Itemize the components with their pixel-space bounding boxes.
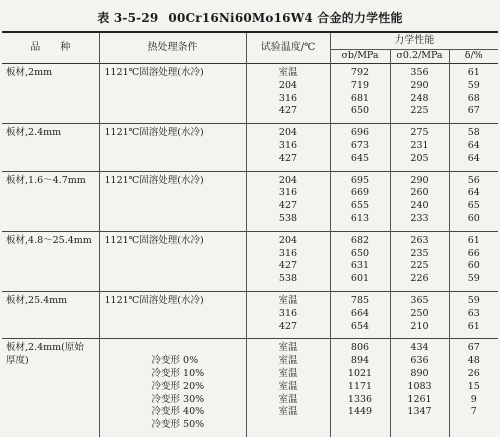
table-caption <box>0 9 500 26</box>
yield-strength-cell: 1347 <box>390 406 449 419</box>
yield-strength-cell <box>390 419 449 437</box>
temperature-cell <box>246 419 330 437</box>
temperature-cell: 室温 <box>246 381 330 394</box>
temperature-cell: 538 <box>246 213 330 231</box>
product-group <box>2 124 498 171</box>
tensile-strength-cell: 664 <box>330 308 390 321</box>
product-group <box>2 291 498 338</box>
temperature-cell: 室温 <box>246 339 330 355</box>
tensile-strength-cell: 696 <box>330 124 390 140</box>
elongation-cell: 61 <box>449 231 498 247</box>
temperature-cell: 427 <box>246 153 330 171</box>
elongation-cell: 65 <box>449 200 498 213</box>
elongation-cell: 59 <box>449 273 498 291</box>
yield-strength-cell: 365 <box>390 291 449 307</box>
yield-strength-cell: 356 <box>390 64 449 80</box>
temperature-cell: 427 <box>246 321 330 339</box>
temperature-cell: 316 <box>246 308 330 321</box>
temperature-cell: 室温 <box>246 406 330 419</box>
elongation-cell: 9 <box>449 394 498 407</box>
tensile-strength-cell: 719 <box>330 80 390 93</box>
temperature-cell: 室温 <box>246 355 330 368</box>
temperature-cell: 204 <box>246 124 330 140</box>
tensile-strength-cell: 785 <box>330 291 390 307</box>
tensile-strength-cell: 631 <box>330 260 390 273</box>
product-cell: 板材,2.4mm(原始 厚度) <box>6 342 84 367</box>
tensile-strength-cell: 669 <box>330 187 390 200</box>
product-cell: 板材,1.6～4.7mm <box>6 174 86 186</box>
header-test-temperature: 试验温度/℃ <box>246 32 330 64</box>
temperature-cell: 室温 <box>246 394 330 407</box>
yield-strength-cell: 225 <box>390 260 449 273</box>
tensile-strength-cell: 654 <box>330 321 390 339</box>
yield-strength-cell: 250 <box>390 308 449 321</box>
yield-strength-cell: 260 <box>390 187 449 200</box>
table-row <box>2 339 498 355</box>
yield-strength-cell: 890 <box>390 368 449 381</box>
elongation-cell: 68 <box>449 93 498 106</box>
tensile-strength-cell: 695 <box>330 171 390 187</box>
elongation-cell: 60 <box>449 260 498 273</box>
temperature-cell: 316 <box>246 248 330 261</box>
yield-strength-cell: 263 <box>390 231 449 247</box>
temperature-cell: 室温 <box>246 368 330 381</box>
condition-cell: 冷变形 30% <box>99 394 246 407</box>
yield-strength-cell: 233 <box>390 213 449 231</box>
tensile-strength-cell: 601 <box>330 273 390 291</box>
header-mechanical-properties: 力学性能 <box>330 32 498 50</box>
yield-strength-cell: 290 <box>390 80 449 93</box>
tensile-strength-cell: 655 <box>330 200 390 213</box>
mechanical-properties-table <box>2 31 498 437</box>
temperature-cell: 427 <box>246 105 330 123</box>
temperature-cell: 204 <box>246 80 330 93</box>
table-row <box>2 171 498 187</box>
tensile-strength-cell: 806 <box>330 339 390 355</box>
yield-strength-cell: 1083 <box>390 381 449 394</box>
elongation-cell: 59 <box>449 291 498 307</box>
elongation-cell: 61 <box>449 64 498 80</box>
product-cell: 板材,25.4mm <box>6 294 68 306</box>
product-group <box>2 339 498 437</box>
product-cell: 板材,2.4mm <box>6 127 62 139</box>
tensile-strength-cell: 681 <box>330 93 390 106</box>
table-row <box>2 291 498 307</box>
temperature-cell: 室温 <box>246 291 330 307</box>
product-group <box>2 231 498 291</box>
heat-treatment-cell: 1121℃固溶处理(水冷) <box>99 291 246 338</box>
header-yield-strength: σ0.2/MPa <box>390 50 449 64</box>
yield-strength-cell: 434 <box>390 339 449 355</box>
yield-strength-cell: 1261 <box>390 394 449 407</box>
product-group <box>2 171 498 231</box>
yield-strength-cell: 240 <box>390 200 449 213</box>
header-tensile-strength: σb/MPa <box>330 50 390 64</box>
elongation-cell: 15 <box>449 381 498 394</box>
elongation-cell: 67 <box>449 105 498 123</box>
elongation-cell: 63 <box>449 308 498 321</box>
temperature-cell: 室温 <box>246 64 330 80</box>
elongation-cell: 64 <box>449 140 498 153</box>
heat-treatment-cell: 1121℃固溶处理(水冷) <box>99 64 246 124</box>
product-cell: 板材,2mm <box>6 67 53 78</box>
elongation-cell: 61 <box>449 321 498 339</box>
product-cell: 板材,4.8～25.4mm <box>6 234 92 246</box>
heat-treatment-cell: 1121℃固溶处理(水冷) <box>99 124 246 171</box>
elongation-cell: 26 <box>449 368 498 381</box>
tensile-strength-cell: 650 <box>330 105 390 123</box>
elongation-cell: 64 <box>449 187 498 200</box>
yield-strength-cell: 225 <box>390 105 449 123</box>
temperature-cell: 316 <box>246 187 330 200</box>
tensile-strength-cell: 894 <box>330 355 390 368</box>
temperature-cell: 427 <box>246 260 330 273</box>
temperature-cell: 538 <box>246 273 330 291</box>
tensile-strength-cell: 1449 <box>330 406 390 419</box>
condition-cell: 冷变形 20% <box>99 381 246 394</box>
temperature-cell: 316 <box>246 140 330 153</box>
tensile-strength-cell: 645 <box>330 153 390 171</box>
elongation-cell: 67 <box>449 339 498 355</box>
table-header <box>2 32 498 64</box>
heat-treatment-cell: 1121℃固溶处理(水冷) <box>99 231 246 291</box>
yield-strength-cell: 205 <box>390 153 449 171</box>
temperature-cell: 204 <box>246 231 330 247</box>
condition-cell: 冷变形 10% <box>99 368 246 381</box>
condition-cell: 冷变形 0% <box>99 355 246 368</box>
elongation-cell: 58 <box>449 124 498 140</box>
condition-cell <box>99 339 246 355</box>
table-number: 表 3-5-29 <box>97 11 159 25</box>
heat-treatment-cell: 1121℃固溶处理(水冷) <box>99 171 246 231</box>
product-group <box>2 64 498 124</box>
elongation-cell: 56 <box>449 171 498 187</box>
elongation-cell: 48 <box>449 355 498 368</box>
tensile-strength-cell: 792 <box>330 64 390 80</box>
elongation-cell: 64 <box>449 153 498 171</box>
elongation-cell: 7 <box>449 406 498 419</box>
yield-strength-cell: 248 <box>390 93 449 106</box>
yield-strength-cell: 226 <box>390 273 449 291</box>
header-product: 品 种 <box>30 41 71 53</box>
table-title: 00Cr16Ni60Mo16W4 合金的力学性能 <box>168 11 403 25</box>
elongation-cell: 59 <box>449 80 498 93</box>
yield-strength-cell: 231 <box>390 140 449 153</box>
tensile-strength-cell: 1021 <box>330 368 390 381</box>
elongation-cell: 66 <box>449 248 498 261</box>
yield-strength-cell: 235 <box>390 248 449 261</box>
tensile-strength-cell: 1336 <box>330 394 390 407</box>
temperature-cell: 204 <box>246 171 330 187</box>
yield-strength-cell: 290 <box>390 171 449 187</box>
elongation-cell: 60 <box>449 213 498 231</box>
tensile-strength-cell: 650 <box>330 248 390 261</box>
condition-cell: 冷变形 50% <box>99 419 246 437</box>
temperature-cell: 316 <box>246 93 330 106</box>
tensile-strength-cell: 1171 <box>330 381 390 394</box>
header-heat-treatment: 热处理条件 <box>99 32 246 64</box>
tensile-strength-cell <box>330 419 390 437</box>
header-elongation: δ/% <box>449 50 498 64</box>
condition-cell: 冷变形 40% <box>99 406 246 419</box>
yield-strength-cell: 275 <box>390 124 449 140</box>
tensile-strength-cell: 682 <box>330 231 390 247</box>
yield-strength-cell: 636 <box>390 355 449 368</box>
tensile-strength-cell: 613 <box>330 213 390 231</box>
yield-strength-cell: 210 <box>390 321 449 339</box>
table-row <box>2 124 498 140</box>
elongation-cell <box>449 419 498 437</box>
temperature-cell: 427 <box>246 200 330 213</box>
table-row <box>2 231 498 247</box>
tensile-strength-cell: 673 <box>330 140 390 153</box>
table-row <box>2 64 498 80</box>
